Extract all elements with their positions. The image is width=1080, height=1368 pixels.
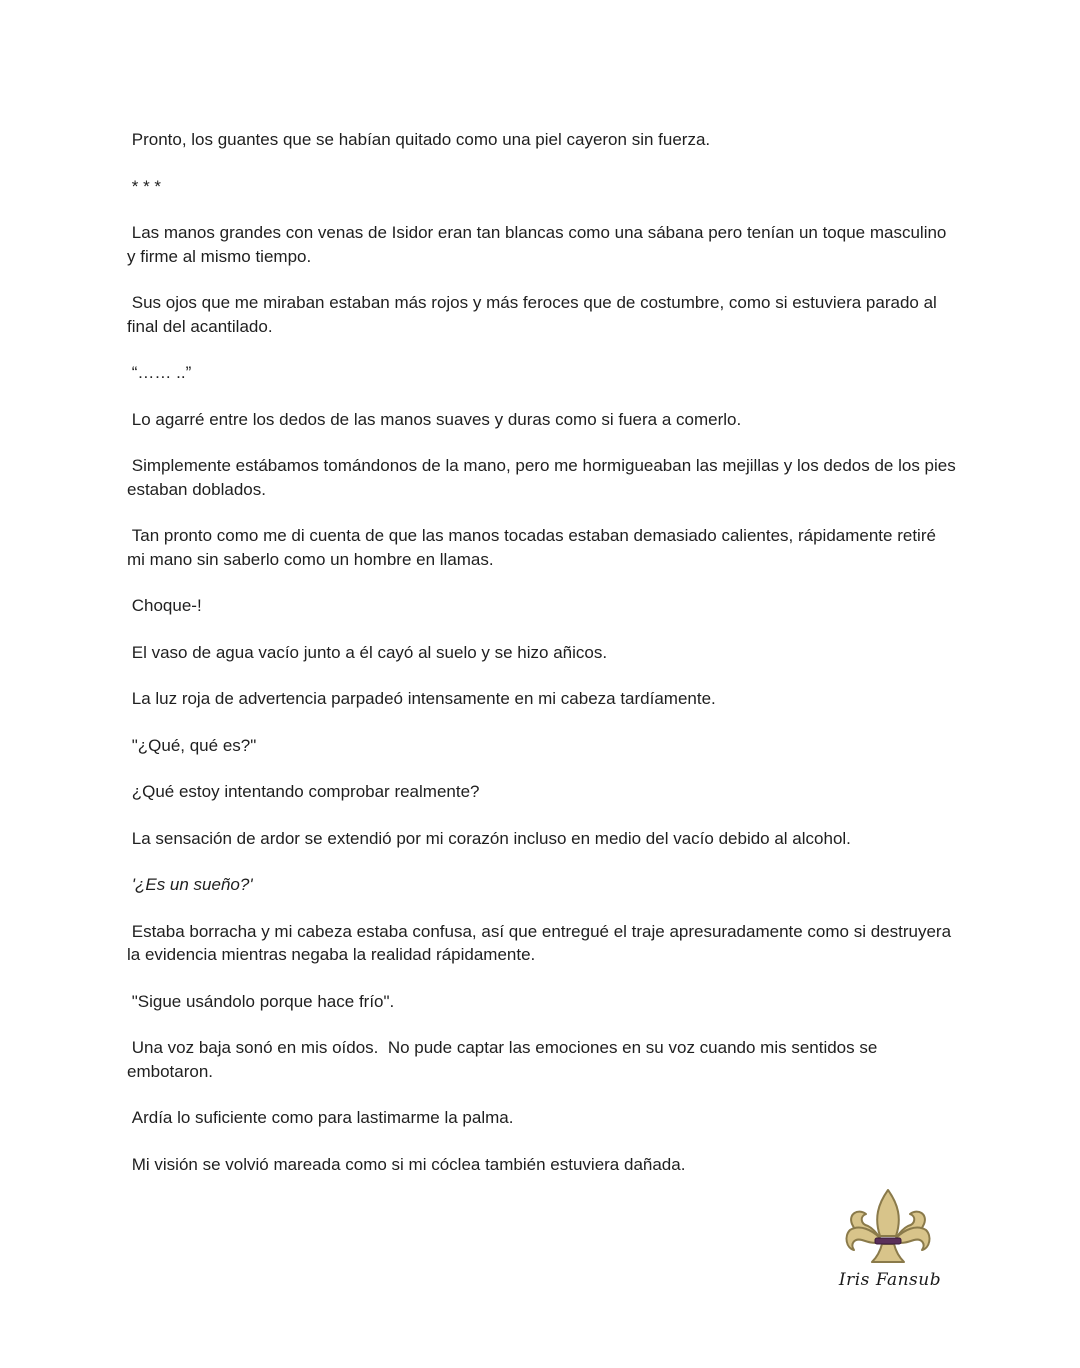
paragraph: Tan pronto como me di cuenta de que las manos tocadas estaban demasiado calientes, rápidamente retiré mi mano sin saberlo como un hombre en llamas. <box>127 526 941 569</box>
paragraph: Choque-! <box>127 596 202 615</box>
paragraph: Ardía lo suficiente como para lastimarme la palma. <box>127 1108 514 1127</box>
paragraph: Sus ojos que me miraban estaban más rojos y más feroces que de costumbre, como si estuviera parado al final del acantilado. <box>127 293 942 336</box>
paragraph: * * * <box>127 176 162 196</box>
paragraph: Pronto, los guantes que se habían quitado como una piel cayeron sin fuerza. <box>127 130 711 149</box>
paragraph: Lo agarré entre los dedos de las manos suaves y duras como si fuera a comerlo. <box>127 409 742 429</box>
paragraph: "Sigue usándolo porque hace frío". <box>127 991 395 1011</box>
paragraph: "¿Qué, qué es?" <box>127 735 257 755</box>
paragraph: '¿Es un sueño?' <box>127 875 253 894</box>
paragraph: La luz roja de advertencia parpadeó intensamente en mi cabeza tardíamente. <box>127 689 716 708</box>
paragraph: ¿Qué estoy intentando comprobar realmente? <box>127 782 480 801</box>
paragraph: Simplemente estábamos tomándonos de la mano, pero me hormigueaban las mejillas y los dedos de los pies estaban doblados. <box>127 456 961 499</box>
paragraph: Las manos grandes con venas de Isidor eran tan blancas como una sábana pero tenían un toque masculino y firme al mismo tiempo. <box>127 223 952 266</box>
paragraph: “…… ..” <box>127 363 192 382</box>
paragraph: Mi visión se volvió mareada como si mi cóclea también estuviera dañada. <box>127 1154 686 1174</box>
fleur-de-lis-icon <box>838 1186 942 1270</box>
paragraph: Estaba borracha y mi cabeza estaba confusa, así que entregué el traje apresuradamente como si destruyera la evidencia mientras negaba la realidad rápidamente. <box>127 921 956 964</box>
paragraph: Una voz baja sonó en mis oídos. No pude captar las emociones en su voz cuando mis sentidos se embotaron. <box>127 1038 883 1081</box>
paragraph: El vaso de agua vacío junto a él cayó al suelo y se hizo añicos. <box>127 642 608 662</box>
document-body <box>127 128 961 1199</box>
logo-text: Iris Fansub <box>838 1270 942 1290</box>
paragraph: La sensación de ardor se extendió por mi corazón incluso en medio del vacío debido al alcohol. <box>127 828 851 848</box>
logo <box>838 1186 948 1296</box>
